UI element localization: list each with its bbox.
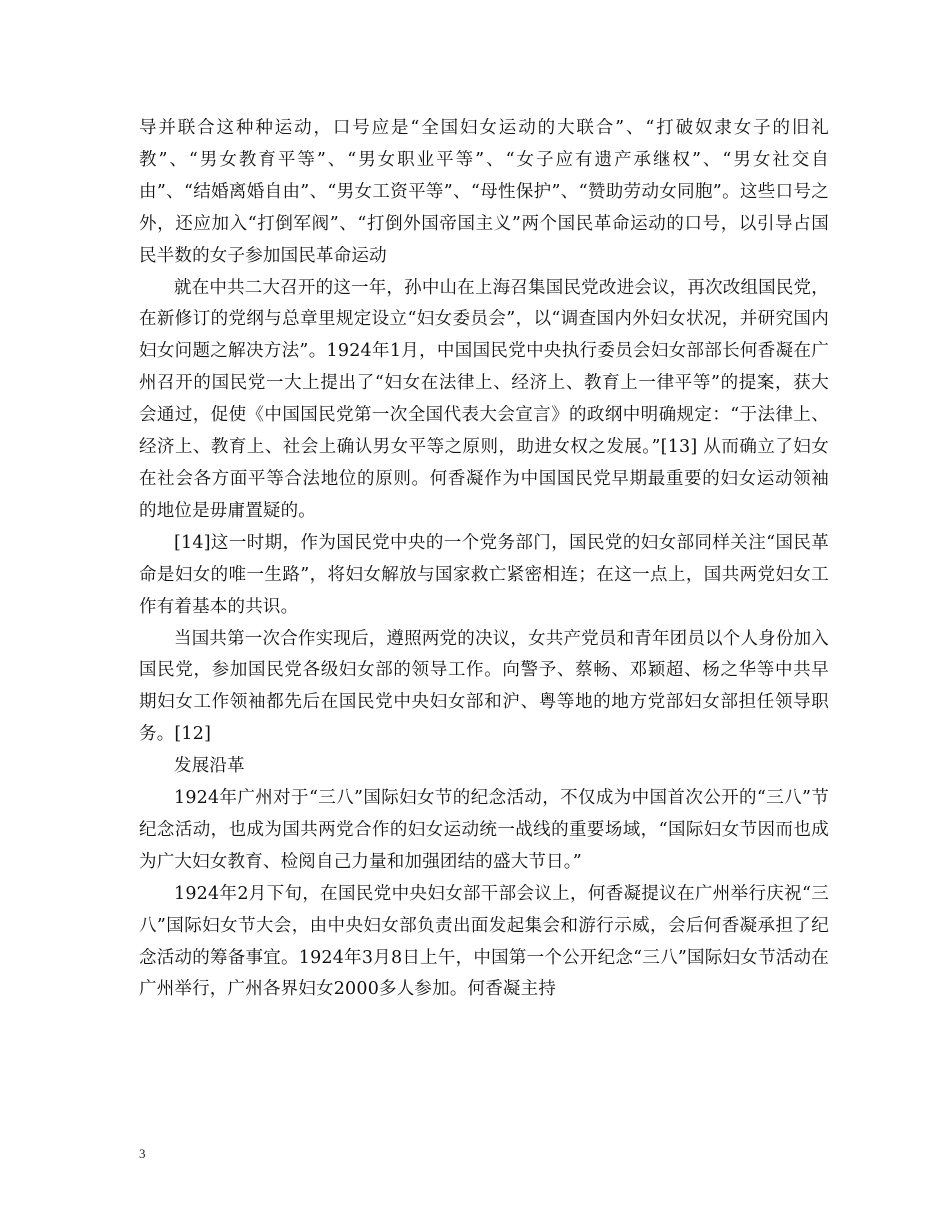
paragraph-2: 就在中共二大召开的这一年，孙中山在上海召集国民党改进会议，再次改组国民党，在新修订的党纲与总章里规定设立“妇女委员会”，以“调查国内外妇女状况，并研究国内妇女问题之解决方法”。1924年1月，中国国民党中央执行委员会妇女部部长何香凝在广州召开的国民党一大上提出了“妇女在法律上、经济上、教育上一律平等”的提案，获大会通过，促使《中国国民党第一次全国代表大会宣言》的政纲中明确规定：“于法律上、经济上、教育上、社会上确认男女平等之原则，助进女权之发展。”[13] 从而确立了妇女在社会各方面平等合法地位的原则。何香凝作为中国国民党早期最重要的妇女运动领袖的地位是毋庸置疑的。 (139, 277, 829, 521)
section-heading-development: 发展沿革 (174, 756, 245, 777)
document-body (139, 113, 829, 1006)
paragraph-1: 导并联合这种种运动，口号应是“全国妇女运动的大联合”、“打破奴隶女子的旧礼教”、“男女教育平等”、“男女职业平等”、“女子应有遗产承继权”、“男女社交自由”、“结婚离婚自由”、“男女工资平等”、“母性保护”、“赞助劳动女同胞”。这些口号之外，还应加入“打倒军阀”、“打倒外国帝国主义”两个国民革命运动的口号，以引导占国民半数的女子参加国民革命运动 (139, 118, 829, 266)
paragraph-5: 1924年广州对于“三八”国际妇女节的纪念活动，不仅成为中国首次公开的“三八”节纪念活动，也成为国共两党合作的妇女运动统一战线的重要场域，“国际妇女节因而也成为广大妇女教育、检阅自己力量和加强团结的盛大节日。” (139, 788, 829, 872)
paragraph-3: [14]这一时期，作为国民党中央的一个党务部门，国民党的妇女部同样关注“国民革命是妇女的唯一生路”，将妇女解放与国家救亡紧密相连；在这一点上，国共两党妇女工作有着基本的共识。 (139, 532, 829, 617)
paragraph-4: 当国共第一次合作实现后，遵照两党的决议，女共产党员和青年团员以个人身份加入国民党，参加国民党各级妇女部的领导工作。向警予、蔡畅、邓颖超、杨之华等中共早期妇女工作领袖都先后在国民党中央妇女部和沪、粤等地的地方党部妇女部担任领导职务。[12] (139, 628, 829, 745)
page-number: 3 (139, 1146, 146, 1161)
paragraph-6: 1924年2月下旬，在国民党中央妇女部干部会议上，何香凝提议在广州举行庆祝“三八”国际妇女节大会，由中央妇女部负责出面发起集会和游行示威，会后何香凝承担了纪念活动的筹备事宜。1924年3月8日上午，中国第一个公开纪念“三八”国际妇女节活动在广州举行，广州各界妇女2000多人参加。何香凝主持 (139, 883, 829, 1000)
